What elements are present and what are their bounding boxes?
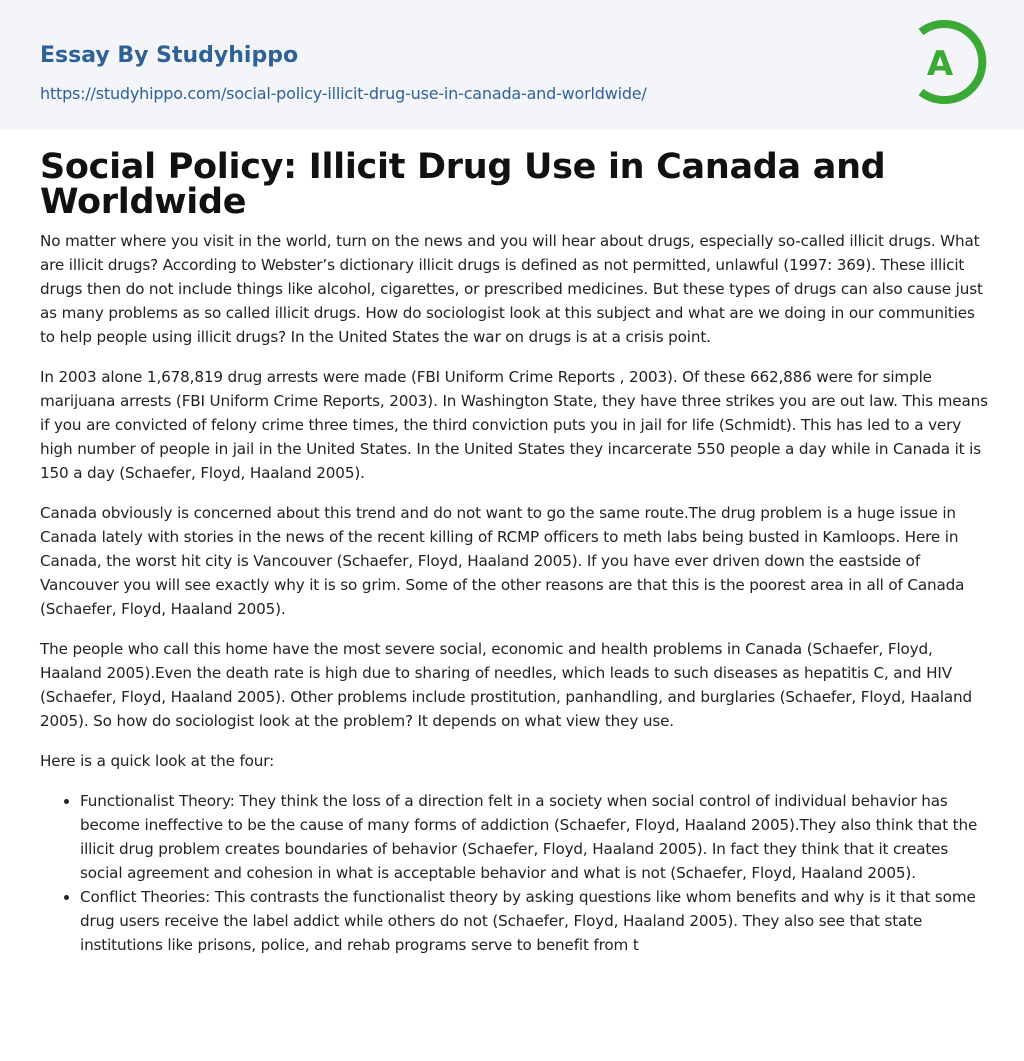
brand-name[interactable]: Essay By Studyhippo xyxy=(40,43,299,68)
essay-paragraph: The people who call this home have the most severe social, economic and health problems in Canada (Schaefer, Floyd, Haaland 2005).Even the death rate is high due to sharing of needles, which leads to such diseases as hepatitis C, and HIV (Schaefer, Floyd, Haaland 2005). Other problems include prostitution, panhandling, and burglaries (Schaefer, Floyd, Haaland 2005). So how do sociologist look at the problem? It depends on what view they use. xyxy=(40,640,973,730)
essay-body xyxy=(40,229,988,957)
essay-paragraph: No matter where you visit in the world, turn on the news and you will hear about drugs, especially so-called illicit drugs. What are illicit drugs? According to Webster’s dictionary illicit drugs is defined as not permitted, unlawful (1997: 369). These illicit drugs then do not include things like alcohol, cigarettes, or prescribed medicines. But these types of drugs can also cause just as many problems as so called illicit drugs. How do sociologist look at this subject and what are we doing in our communities to help people using illicit drugs? In the United States the war on drugs is at a crisis point. xyxy=(40,232,983,346)
logo-letter: A xyxy=(926,44,954,84)
list-item: • Conflict Theories: This contrasts the functionalist theory by asking questions like whom benefits and why is it that some drug users receive the label addict while others do not (Schaefer, Floyd, Haaland 2005). They also see that state institutions like prisons, police, and rehab programs serve to benefit from t xyxy=(80,885,988,957)
essay-paragraph: Canada obviously is concerned about this trend and do not want to go the same route.The drug problem is a huge issue in Canada lately with stories in the news of the recent killing of RCMP officers to meth labs being busted in Kamloops. Here in Canada, the worst hit city is Vancouver (Schaefer, Floyd, Haaland 2005). If you have ever driven down the eastside of Vancouver you will see exactly why it is so grim. Some of the other reasons are that this is the poorest area in all of Canada (Schaefer, Floyd, Haaland 2005). xyxy=(40,504,965,618)
essay-url-link[interactable]: https://studyhippo.com/social-policy-illicit-drug-use-in-canada-and-worldwide/ xyxy=(40,84,647,103)
essay-paragraph: Here is a quick look at the four: xyxy=(40,752,275,770)
essay-title: Social Policy: Illicit Drug Use in Canada and Worldwide xyxy=(40,147,886,222)
essay-paragraph: In 2003 alone 1,678,819 drug arrests were made (FBI Uniform Crime Reports , 2003). Of these 662,886 were for simple marijuana arrests (FBI Uniform Crime Reports, 2003). In Washington State, they have three strikes you are out law. This means if you are convicted of felony crime three times, the third conviction puts you in jail for life (Schmidt). This has led to a very high number of people in jail in the United States. In the United States they incarcerate 550 people a day while in Canada it is 150 a day (Schaefer, Floyd, Haaland 2005). xyxy=(40,368,988,482)
list-item: • Functionalist Theory: They think the loss of a direction felt in a society when social control of individual behavior has become ineffective to be the cause of many forms of addiction (Schaefer, Floyd, Haaland 2005).They also think that the illicit drug problem creates boundaries of behavior (Schaefer, Floyd, Haaland 2005). In fact they think that it creates social agreement and cohesion in what is acceptable behavior and what is not (Schaefer, Floyd, Haaland 2005). xyxy=(80,789,988,885)
theory-list xyxy=(40,789,988,957)
